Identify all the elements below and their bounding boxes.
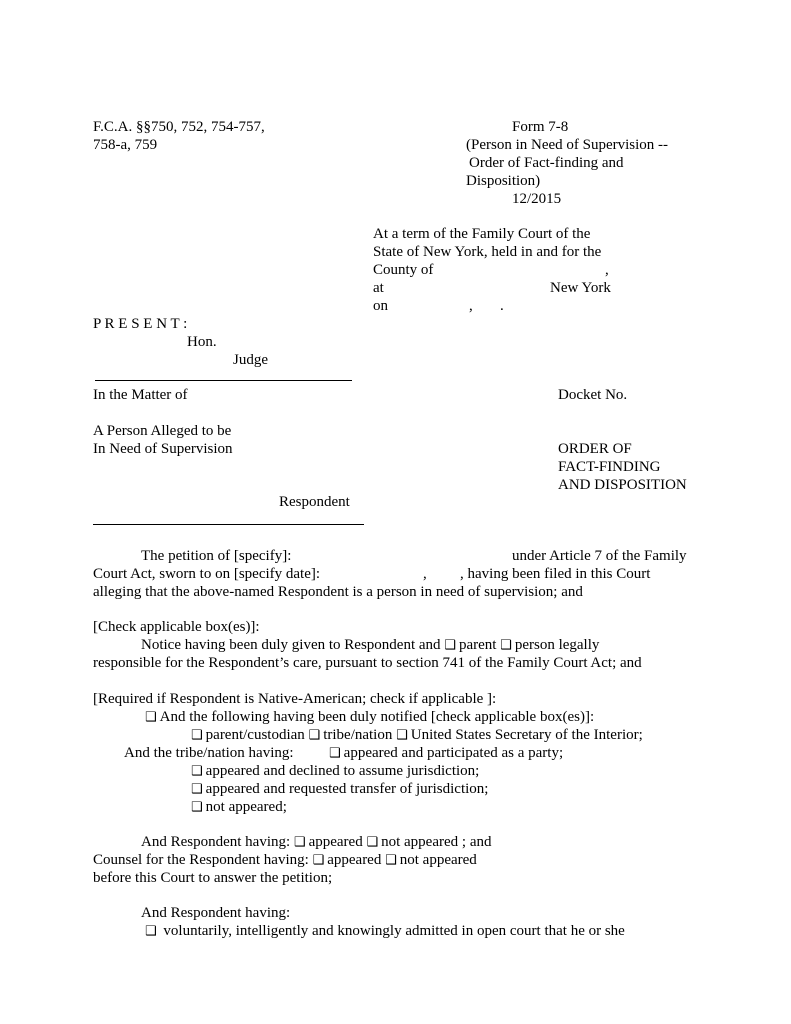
parent-option-label: parent	[458, 637, 497, 653]
judge-label: Judge	[233, 352, 268, 368]
checkbox-parent[interactable]: ❑	[444, 638, 456, 653]
counsel-appearance-line	[93, 851, 477, 870]
checkbox-declined[interactable]: ❑	[191, 764, 203, 779]
city-name: New York	[550, 280, 611, 296]
admission-option-line	[145, 922, 625, 941]
counsel-having-label: Counsel for the Respondent having:	[93, 852, 309, 868]
notified-label: And the following having been duly notified [check applicable box(es)]:	[159, 709, 595, 725]
participated-label: appeared and participated as a party;	[343, 745, 564, 761]
checkbox-counsel-appeared[interactable]: ❑	[312, 853, 325, 868]
docket-number-label: Docket No.	[558, 387, 628, 403]
caption-bottom-rule	[93, 524, 364, 525]
statute-citation-line1: F.C.A. §§750, 752, 754-757,	[93, 119, 265, 135]
counsel-not-appeared-label: not appeared	[399, 852, 477, 868]
checkbox-counsel-not-appeared[interactable]: ❑	[385, 853, 397, 868]
caption-top-rule	[95, 380, 352, 381]
notice-line2: responsible for the Respondent’s care, pursuant to section 741 of the Family Court Act; and	[93, 655, 642, 671]
respondent-appeared-label: appeared	[308, 834, 363, 850]
notice-line1	[141, 636, 599, 655]
checkbox-participated[interactable]: ❑	[329, 746, 341, 761]
petition-sworn-date-label: Court Act, sworn to on [specify date]:	[93, 566, 321, 582]
person-alleged-line2: In Need of Supervision	[93, 441, 233, 457]
notice-text: Notice having been duly given to Respondent and	[141, 637, 441, 653]
petition-article: under Article 7 of the Family	[512, 548, 687, 564]
form-number: Form 7-8	[512, 119, 569, 135]
admission-respondent-having: And Respondent having:	[141, 905, 291, 921]
hon-label: Hon.	[187, 334, 217, 350]
checkbox-person-legally[interactable]: ❑	[500, 638, 512, 653]
person-legally-option-label: person legally	[514, 637, 600, 653]
form-date: 12/2015	[512, 191, 562, 207]
before-court-line: before this Court to answer the petition;	[93, 870, 333, 886]
tribe-participated-line	[329, 744, 563, 763]
at-label: at	[373, 280, 384, 296]
respondent-having-label: And Respondent having:	[141, 834, 291, 850]
petition-alleging: alleging that the above-named Respondent is a person in need of supervision; and	[93, 584, 583, 600]
checkbox-respondent-not-appeared[interactable]: ❑	[366, 835, 379, 850]
checkbox-secretary-interior[interactable]: ❑	[396, 728, 408, 743]
checkbox-transfer[interactable]: ❑	[191, 782, 203, 797]
order-title-line3: AND DISPOSITION	[558, 477, 687, 493]
checkbox-admitted[interactable]: ❑	[145, 924, 157, 939]
checkbox-tribe-nation[interactable]: ❑	[308, 728, 321, 743]
tribe-not-appeared-line	[191, 798, 287, 817]
in-matter-of: In the Matter of	[93, 387, 188, 403]
county-comma: ,	[605, 262, 609, 278]
on-label: on	[373, 298, 388, 314]
county-label: County of	[373, 262, 434, 278]
respondent-not-appeared-label: not appeared ; and	[381, 834, 492, 850]
date-comma: ,	[469, 298, 473, 314]
checkbox-parent-custodian[interactable]: ❑	[191, 728, 203, 743]
tribe-not-appeared-label: not appeared;	[205, 799, 287, 815]
checkbox-tribe-not-appeared[interactable]: ❑	[191, 800, 203, 815]
court-term-line1: At a term of the Family Court of the	[373, 226, 591, 242]
native-notified-line	[145, 708, 594, 727]
tribe-declined-line	[191, 762, 479, 781]
present-label: P R E S E N T :	[93, 316, 188, 332]
admitted-label: voluntarily, intelligently and knowingly admitted in open court that he or she	[163, 923, 625, 939]
statute-citation-line2: 758-a, 759	[93, 137, 158, 153]
secretary-interior-label: United States Secretary of the Interior;	[410, 727, 643, 743]
counsel-appeared-label: appeared	[327, 852, 382, 868]
form-description-line2: Order of Fact-finding and	[469, 155, 624, 171]
person-alleged-line1: A Person Alleged to be	[93, 423, 232, 439]
check-instruction: [Check applicable box(es)]:	[93, 619, 260, 635]
tribe-transfer-line	[191, 780, 488, 799]
respondent-label: Respondent	[279, 494, 350, 510]
transfer-label: appeared and requested transfer of jurisdiction;	[205, 781, 489, 797]
checkbox-respondent-appeared[interactable]: ❑	[293, 835, 306, 850]
petition-date-comma: ,	[423, 566, 427, 582]
notified-parties-line	[191, 726, 643, 745]
form-description-line1: (Person in Need of Supervision --	[466, 137, 669, 153]
declined-label: appeared and declined to assume jurisdiction;	[205, 763, 480, 779]
court-term-line2: State of New York, held in and for the	[373, 244, 602, 260]
tribe-having-label: And the tribe/nation having:	[124, 745, 294, 761]
checkbox-notified[interactable]: ❑	[145, 710, 157, 725]
date-period: .	[500, 298, 504, 314]
petition-filed: , having been filed in this Court	[460, 566, 651, 582]
petition-of-label: The petition of [specify]:	[141, 548, 292, 564]
order-title-line2: FACT-FINDING	[558, 459, 661, 475]
native-instruction: [Required if Respondent is Native-American; check if applicable ]:	[93, 691, 497, 707]
parent-custodian-label: parent/custodian	[205, 727, 305, 743]
respondent-appearance-line	[141, 833, 491, 852]
order-title-line1: ORDER OF	[558, 441, 632, 457]
form-description-line3: Disposition)	[466, 173, 541, 189]
tribe-nation-label: tribe/nation	[323, 727, 393, 743]
